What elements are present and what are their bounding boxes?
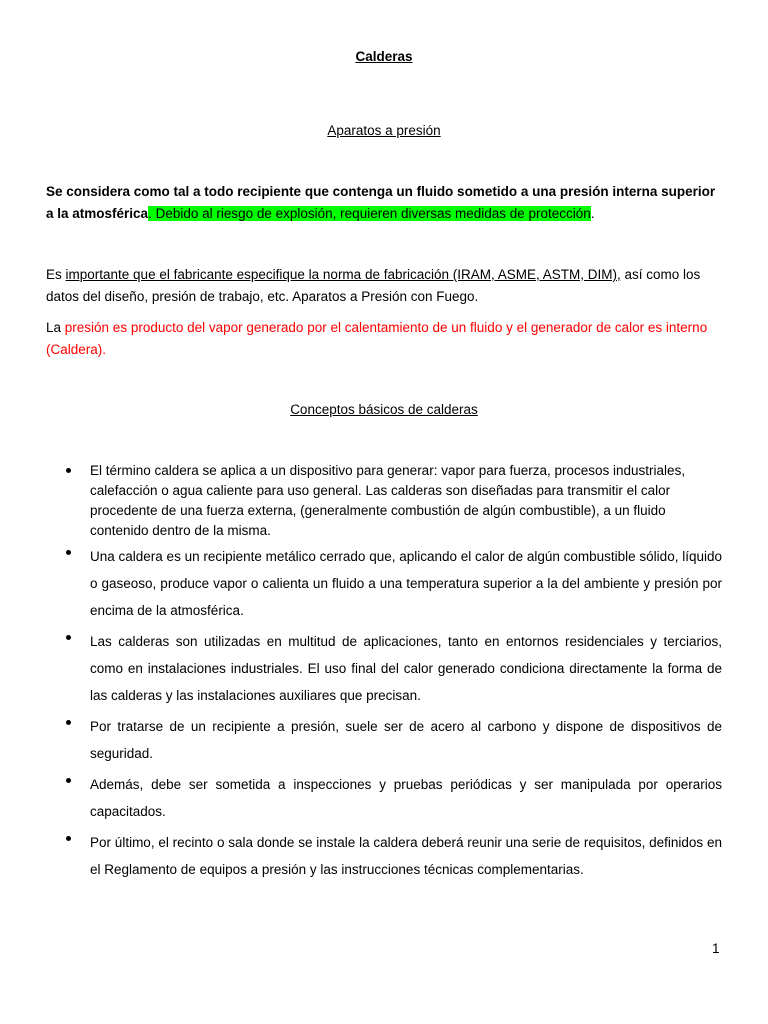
list-item	[46, 543, 722, 624]
list-item	[46, 628, 722, 709]
list-item-text: Además, debe ser sometida a inspecciones y pruebas periódicas y ser manipulada por operarios capacitados.	[90, 777, 722, 819]
list-item	[46, 461, 722, 541]
list-item	[46, 771, 722, 825]
page-title: Calderas	[355, 49, 413, 64]
highlighted-text: . Debido al riesgo de explosión, requieren diversas medidas de protección	[148, 206, 591, 221]
definition-bold-text: Se considera como tal a todo recipiente que contenga un fluido sometido a una presión interna superior a la atmosférica	[46, 184, 716, 221]
pressure-prefix: La	[46, 320, 65, 335]
list-item-text: Por tratarse de un recipiente a presión, suele ser de acero al carbono y dispone de dispositivos de seguridad.	[90, 719, 722, 761]
manufacturer-rest: así como los datos del diseño, presión de trabajo, etc. Aparatos a Presión con Fuego.	[46, 267, 701, 304]
page-number: 1	[712, 941, 720, 956]
manufacturer-intro: Es	[46, 267, 66, 282]
list-item-text: Por último, el recinto o sala donde se instale la caldera deberá reunir una serie de requisitos, definidos en el Reglamento de equipos a presión y las instrucciones técnicas complementarias.	[90, 835, 722, 877]
list-item-text: El término caldera se aplica a un dispositivo para generar: vapor para fuerza, procesos industriales, calefacción o agua caliente para uso general. Las calderas son diseñadas para transmitir el calor procedente de una fuerza externa, (generalmente combustión de algún combustible), a un fluido contenido dentro de la misma.	[90, 463, 686, 538]
list-item	[46, 829, 722, 883]
definition-paragraph	[46, 181, 726, 225]
section-heading-conceptos: Conceptos básicos de calderas	[290, 402, 478, 417]
list-item-text: Las calderas son utilizadas en multitud de aplicaciones, tanto en entornos residenciales y terciarios, como en instalaciones industriales. El uso final del calor generado condiciona directamente la forma de las calderas y las instalaciones auxiliares que precisan.	[90, 634, 722, 703]
list-item-text: Una caldera es un recipiente metálico cerrado que, aplicando el calor de algún combustible sólido, líquido o gaseoso, produce vapor o calienta un fluido a una temperatura superior a la del ambiente y presión por encima de la atmosférica.	[90, 549, 722, 618]
section-heading-aparatos: Aparatos a presión	[327, 123, 441, 138]
definition-tail: .	[590, 206, 595, 221]
concepts-bullet-list	[46, 461, 722, 887]
manufacturer-underlined-text: importante que el fabricante especifique la norma de fabricación (IRAM, ASME, ASTM, DIM),	[65, 267, 621, 282]
list-item	[46, 713, 722, 767]
pressure-paragraph	[46, 317, 726, 361]
manufacturer-paragraph	[46, 264, 726, 308]
pressure-red-text: presión es producto del vapor generado por el calentamiento de un fluido y el generador de calor es interno (Caldera).	[46, 320, 708, 357]
